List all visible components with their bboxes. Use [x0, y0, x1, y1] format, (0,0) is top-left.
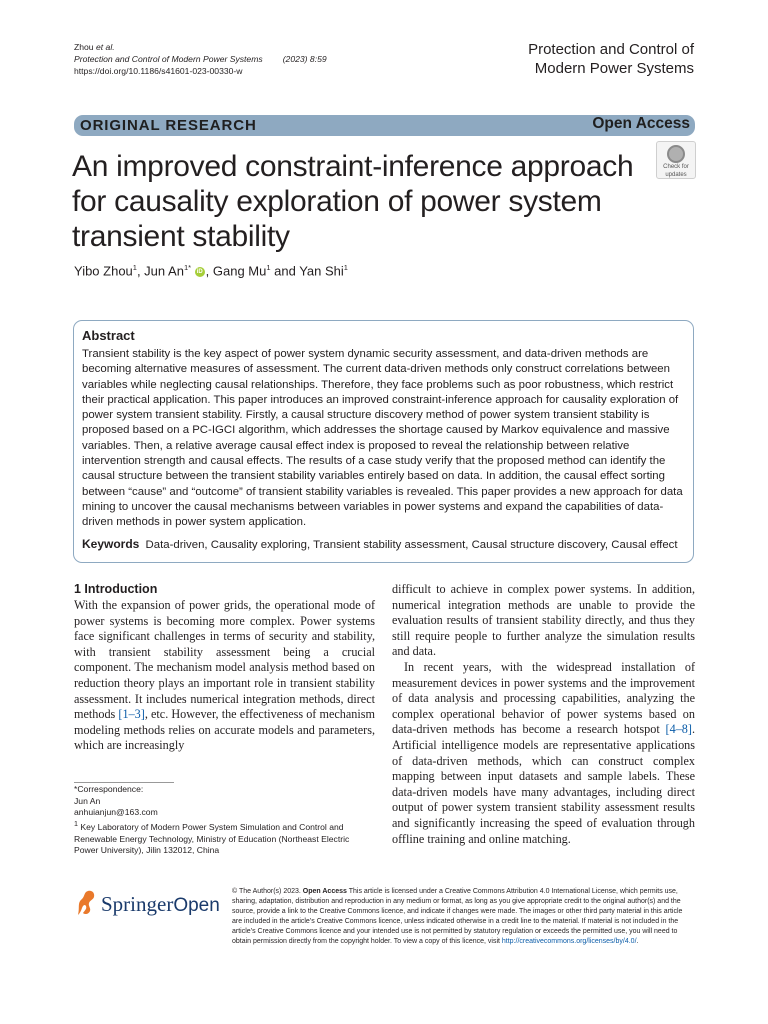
- body-column-right: [392, 582, 695, 847]
- section-heading-introduction: 1 Introduction: [74, 582, 158, 596]
- abstract-heading: Abstract: [82, 328, 135, 343]
- article-type: ORIGINAL RESEARCH: [80, 117, 257, 134]
- citation-link[interactable]: [4–8]: [665, 722, 692, 737]
- license-oa: Open Access: [302, 888, 347, 895]
- author-name[interactable]: , Jun An: [136, 263, 184, 279]
- header-et-al: et al.: [95, 42, 115, 52]
- keywords-list: Data-driven, Causality exploring, Transient stability assessment, Causal structure discovery, Causal effect: [145, 539, 678, 551]
- affiliation-text: Key Laboratory of Modern Power System Simulation and Control and Renewable Energy Technology, Ministry of Education (Northeast Electric Power University), Jilin 132012, China: [74, 821, 350, 856]
- header-authors: Zhou: [74, 42, 94, 52]
- check-updates-line1: Check for: [663, 164, 689, 170]
- correspondence-name: Jun An: [74, 795, 101, 806]
- journal-name-line2: Modern Power Systems: [534, 60, 694, 77]
- check-for-updates-badge[interactable]: [656, 141, 696, 179]
- journal-name-line1: Protection and Control of: [528, 41, 694, 58]
- license-copyright: © The Author(s) 2023.: [232, 888, 303, 895]
- intro-paragraph: In recent years, with the widespread installation of measurement devices in power systems and the improvement of data analysis and processing capabilities, analyzing the complex operational behavior of power systems based on data-driven methods has become a research hotspot: [392, 659, 695, 737]
- intro-paragraph-cont: . Artificial intelligence models are representative applications of data-driven methods, which can construct complex mapping between input datasets and sample labels. These data-driven models have many advantages, including direct output of power system transient stability assessment results and significantly increasing the speed of evaluation through offline training and online matching.: [392, 722, 695, 846]
- affiliation: [74, 819, 374, 857]
- journal-name: [528, 40, 694, 78]
- intro-paragraph: With the expansion of power grids, the operational mode of power systems is becoming more complex. Power systems face significant challenges in terms of security and stability, with transient stability assessment being a crucial component. The mechanism model analysis method based on reduction theory plays an important role in transient stability assessment. It includes numerical integration methods, direct methods: [74, 598, 375, 722]
- orcid-icon[interactable]: iD: [196, 268, 203, 275]
- check-updates-line2: updates: [665, 171, 687, 178]
- author-name[interactable]: , Gang Mu: [205, 263, 267, 279]
- header-year-vol: (2023) 8:59: [282, 54, 327, 64]
- keywords-label: Keywords: [82, 537, 140, 551]
- intro-paragraph: difficult to achieve in complex power systems. In addition, numerical integration methods are unable to provide the evaluation results of transient stability directly, and thus they still require people to further analyze the simulation results and data.: [392, 582, 695, 659]
- license-text: [232, 887, 694, 946]
- license-url[interactable]: http://creativecommons.org/licenses/by/4.0/: [501, 937, 637, 945]
- affiliation-sup: 1: [74, 820, 78, 829]
- header-doi[interactable]: https://doi.org/10.1186/s41601-023-00330-w: [74, 66, 243, 76]
- intro-paragraph-cont: , etc. However, the effectiveness of mechanism modeling methods relies on accurate models and parameters, which are increasingly: [74, 707, 375, 753]
- open-access-label: Open Access: [592, 115, 690, 132]
- body-column-left: [74, 598, 375, 754]
- author-list: [74, 263, 348, 278]
- license-body: This article is licensed under a Creative Commons Attribution 4.0 International License, which permits use, sharing, adaptation, distribution and reproduction in any medium or format, as long as you give appropriate credit to the original author(s) and the source, provide a link to the Creative Commons licence, and indicate if changes were made. The images or other third party material in this article are included in the article’s Creative Commons licence, unless indicated otherwise in a credit line to the material. If material is not included in the article’s Creative Commons licence and your intended use is not permitted by statutory regulation or exceeds the permitted use, you will need to obtain permission directly from the copyright holder. To view a copy of this licence, visit: [232, 888, 683, 945]
- author-affil-sup: 1*: [183, 263, 192, 272]
- author-affil-sup: 1: [132, 263, 137, 272]
- abstract-text: Transient stability is the key aspect of power system dynamic security assessment, and data-driven methods are becoming alternative measures of assessment. The current data-driven methods only construct correlations between variables while neglecting causal relationships. Therefore, they face problems such as poor robustness, which restrict their practical application. This paper introduces an improved constraint-inference approach for causality exploration of power system transient stability. Firstly, a causal structure discovery method of power system transient stability is proposed based on a PC-IGCI algorithm, which addresses the shortage caused by Markov equivalence and massive variables. Then, a relative average causal effect index is proposed to reveal the relationship between relative intervention strength and causal effects. The results of a case study verify that the proposed method can identify the causal structure between the transient stability variables entirely based on data. In addition, the causal effect sorting between “cause” and “outcome” of transient stability variables is revealed. This paper provides a new approach for data mining to uncover the causal mechanisms between variables in power systems and expand the capabilities of data-driven methods in power system application.: [82, 348, 683, 529]
- article-title: An improved constraint-inference approach for causality exploration of power system transient stability: [72, 150, 634, 253]
- author-name[interactable]: Yibo Zhou: [74, 263, 133, 279]
- author-affil-sup: 1: [343, 263, 348, 272]
- article-type-banner: [74, 115, 695, 136]
- citation-link[interactable]: [1–3]: [118, 707, 145, 722]
- footnote-divider: [74, 782, 174, 783]
- footnotes: [74, 784, 374, 857]
- author-name[interactable]: and Yan Shi: [270, 263, 344, 279]
- author-affil-sup: 1: [266, 263, 271, 272]
- keywords: [82, 537, 686, 553]
- correspondence-email[interactable]: anhuianjun@163.com: [74, 807, 158, 818]
- publisher-name: Springer: [101, 892, 174, 916]
- check-updates-icon: [667, 145, 685, 163]
- correspondence-label: *Correspondence:: [74, 784, 144, 794]
- header-journal: Protection and Control of Modern Power Systems: [74, 54, 263, 64]
- publisher-open: Open: [173, 895, 220, 916]
- license-end: .: [636, 937, 639, 945]
- springer-horse-icon: [74, 889, 98, 917]
- running-header: [74, 41, 327, 77]
- abstract-box: [73, 320, 694, 563]
